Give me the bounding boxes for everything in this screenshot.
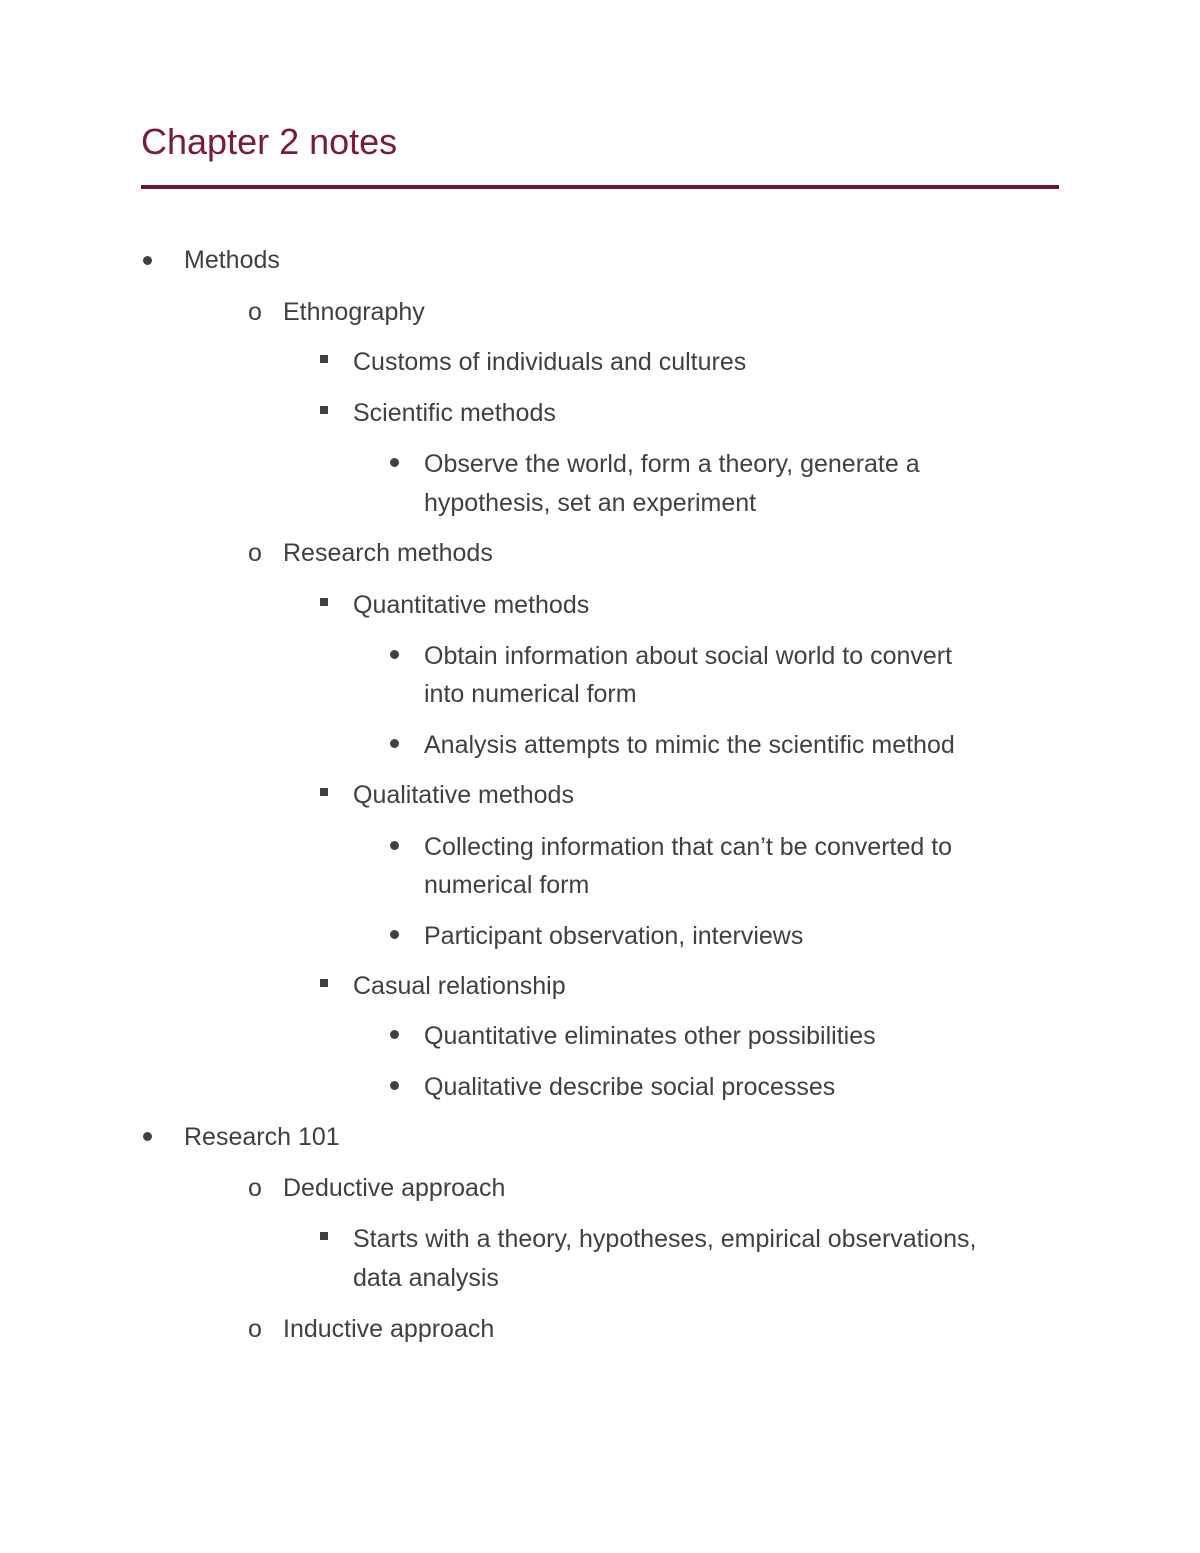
bullet-dot-icon bbox=[390, 650, 399, 659]
list-item-level2: Research methods bbox=[283, 539, 493, 567]
bullet-circle-icon: o bbox=[248, 1174, 262, 1202]
list-item-level4: Participant observation, interviews bbox=[424, 922, 804, 950]
list-item-level4: Collecting information that can’t be converted to bbox=[424, 833, 953, 861]
bullet-square-icon bbox=[320, 406, 328, 414]
list-item-level3: Qualitative methods bbox=[353, 781, 574, 809]
list-item-level3: Scientific methods bbox=[353, 399, 556, 427]
bullet-square-icon bbox=[320, 788, 328, 796]
list-item-level4: Quantitative eliminates other possibilities bbox=[424, 1022, 876, 1050]
list-item-level3: Customs of individuals and cultures bbox=[353, 348, 747, 376]
list-item-level1: Methods bbox=[184, 246, 280, 274]
bullet-dot-icon bbox=[390, 1030, 399, 1039]
list-item-level3-continuation: data analysis bbox=[353, 1264, 499, 1292]
bullet-dot-icon bbox=[390, 930, 399, 939]
page-title: Chapter 2 notes bbox=[141, 121, 398, 162]
list-item-level4-continuation: hypothesis, set an experiment bbox=[424, 489, 757, 517]
list-item-level4-continuation: into numerical form bbox=[424, 680, 637, 708]
list-item-level2: Ethnography bbox=[283, 298, 425, 326]
list-item-level3: Quantitative methods bbox=[353, 591, 590, 619]
bullet-square-icon bbox=[320, 355, 328, 363]
bullet-dot-icon bbox=[390, 841, 399, 850]
list-item-level2: Inductive approach bbox=[283, 1315, 495, 1343]
list-item-level3: Starts with a theory, hypotheses, empirical observations, bbox=[353, 1225, 977, 1253]
bullet-circle-icon: o bbox=[248, 539, 262, 567]
list-item-level2: Deductive approach bbox=[283, 1174, 506, 1202]
list-item-level4: Obtain information about social world to convert bbox=[424, 642, 953, 670]
list-item-level4: Analysis attempts to mimic the scientific method bbox=[424, 731, 955, 759]
bullet-square-icon bbox=[320, 598, 328, 606]
list-item-level1: Research 101 bbox=[184, 1123, 340, 1151]
bullet-square-icon bbox=[320, 979, 328, 987]
list-item-level4-continuation: numerical form bbox=[424, 871, 590, 899]
bullet-dot-icon bbox=[143, 256, 152, 265]
title-underline bbox=[141, 185, 1059, 189]
bullet-circle-icon: o bbox=[248, 298, 262, 326]
list-item-level4: Qualitative describe social processes bbox=[424, 1073, 836, 1101]
bullet-dot-icon bbox=[390, 1081, 399, 1090]
bullet-circle-icon: o bbox=[248, 1315, 262, 1343]
bullet-square-icon bbox=[320, 1232, 328, 1240]
bullet-dot-icon bbox=[143, 1132, 152, 1141]
bullet-dot-icon bbox=[390, 739, 399, 748]
list-item-level4: Observe the world, form a theory, generate a bbox=[424, 450, 920, 478]
list-item-level3: Casual relationship bbox=[353, 972, 566, 1000]
bullet-dot-icon bbox=[390, 458, 399, 467]
